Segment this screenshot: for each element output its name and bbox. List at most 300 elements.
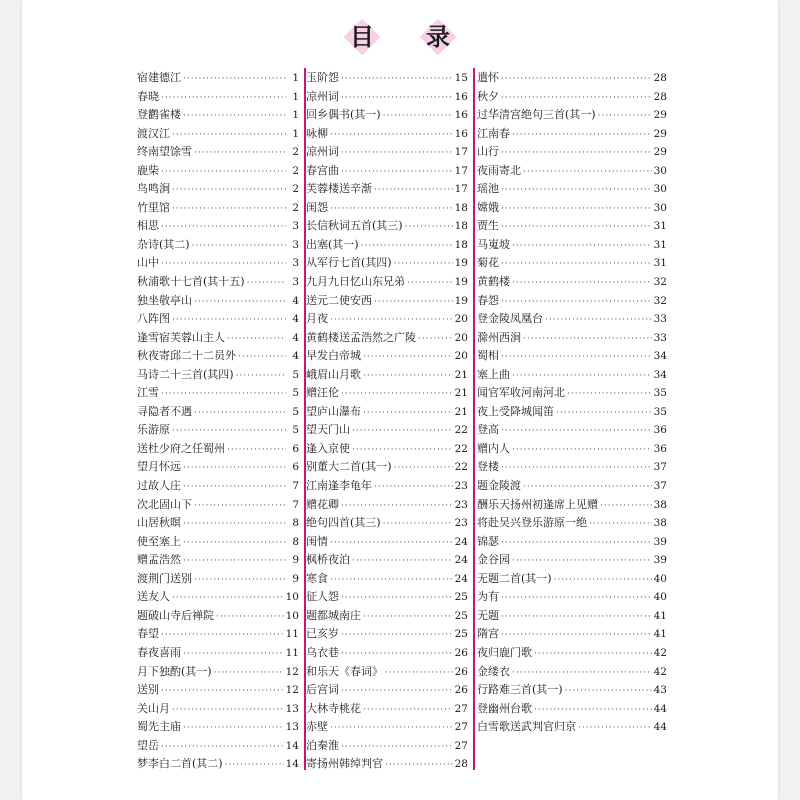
dot-leader bbox=[589, 515, 652, 534]
title-char-2: 录 bbox=[426, 23, 450, 51]
dot-leader bbox=[183, 70, 286, 89]
toc-entry[interactable] bbox=[477, 180, 667, 199]
title-char-1: 目 bbox=[350, 23, 374, 51]
dot-leader bbox=[363, 701, 453, 720]
toc-entry[interactable] bbox=[137, 310, 299, 329]
dot-leader bbox=[341, 70, 453, 89]
dot-leader bbox=[512, 552, 652, 571]
toc-entry-title: 别董大二首(其一) bbox=[306, 460, 392, 474]
toc-entry-page: 13 bbox=[285, 721, 299, 734]
toc-entry-title: 赠汪伦 bbox=[306, 386, 339, 400]
toc-entry-page: 27 bbox=[454, 702, 468, 715]
dot-leader bbox=[183, 515, 286, 534]
toc-entry[interactable] bbox=[137, 329, 299, 348]
toc-entry-title: 无题 bbox=[477, 608, 499, 622]
toc-entry-page: 23 bbox=[454, 480, 468, 493]
toc-entry-title: 金谷园 bbox=[477, 553, 510, 567]
toc-entry-title: 送别 bbox=[137, 683, 159, 697]
dot-leader bbox=[534, 645, 652, 664]
toc-entry[interactable] bbox=[306, 217, 468, 236]
title-diamond-2 bbox=[421, 20, 455, 54]
toc-entry[interactable] bbox=[306, 273, 468, 292]
toc-entry-page: 9 bbox=[292, 572, 299, 585]
toc-entry[interactable] bbox=[306, 329, 468, 348]
toc-entry[interactable] bbox=[477, 718, 667, 737]
toc-entry-title: 八阵图 bbox=[137, 312, 170, 326]
toc-entry[interactable] bbox=[477, 588, 667, 607]
toc-entry-title: 送杜少府之任蜀州 bbox=[137, 441, 225, 455]
dot-leader bbox=[523, 163, 652, 182]
toc-entry[interactable] bbox=[477, 681, 667, 700]
dot-leader bbox=[501, 348, 652, 367]
toc-entry[interactable] bbox=[137, 384, 299, 403]
toc-entry[interactable] bbox=[477, 421, 667, 440]
toc-entry[interactable] bbox=[306, 125, 468, 144]
toc-entry[interactable] bbox=[137, 254, 299, 273]
dot-leader bbox=[216, 608, 284, 627]
toc-entry[interactable] bbox=[306, 421, 468, 440]
toc-entry-title: 秋夜寄邱二十二员外 bbox=[137, 349, 236, 363]
dot-leader bbox=[194, 293, 286, 312]
toc-entry-title: 登幽州台歌 bbox=[477, 701, 532, 715]
dot-leader bbox=[418, 330, 453, 349]
dot-leader bbox=[565, 682, 652, 701]
toc-entry-page: 24 bbox=[454, 535, 468, 548]
dot-leader bbox=[341, 385, 453, 404]
toc-entry-title: 瑶池 bbox=[477, 182, 499, 196]
toc-entry[interactable] bbox=[306, 496, 468, 515]
toc-entry-title: 月夜 bbox=[306, 312, 328, 326]
toc-entry[interactable] bbox=[477, 217, 667, 236]
toc-entry-title: 逢雪宿芙蓉山主人 bbox=[137, 330, 225, 344]
toc-entry[interactable] bbox=[137, 236, 299, 255]
toc-entry-title: 闺怨 bbox=[306, 200, 328, 214]
toc-entry[interactable] bbox=[306, 607, 468, 626]
toc-entry[interactable] bbox=[306, 106, 468, 125]
toc-entry[interactable] bbox=[477, 310, 667, 329]
toc-entry-title: 遣怀 bbox=[477, 71, 499, 84]
toc-entry-page: 42 bbox=[653, 646, 667, 659]
toc-entry-title: 早发白帝城 bbox=[306, 349, 361, 363]
toc-entry[interactable] bbox=[137, 143, 299, 162]
toc-entry[interactable] bbox=[306, 533, 468, 552]
toc-entry-page: 30 bbox=[653, 183, 667, 196]
toc-entry-page: 38 bbox=[653, 517, 667, 530]
toc-entry[interactable] bbox=[306, 384, 468, 403]
toc-entry-title: 隋宫 bbox=[477, 627, 499, 641]
dot-leader bbox=[341, 163, 453, 182]
toc-entry[interactable] bbox=[477, 477, 667, 496]
dot-leader bbox=[330, 126, 453, 145]
toc-entry[interactable] bbox=[477, 162, 667, 181]
dot-leader bbox=[383, 515, 453, 534]
toc-entry-title: 关山月 bbox=[137, 701, 170, 715]
dot-leader bbox=[523, 478, 652, 497]
toc-entry[interactable] bbox=[477, 440, 667, 459]
toc-entry[interactable] bbox=[137, 737, 299, 756]
toc-entry[interactable] bbox=[137, 496, 299, 515]
toc-entry-page: 4 bbox=[292, 294, 299, 307]
toc-entry-page: 18 bbox=[454, 238, 468, 251]
toc-entry[interactable] bbox=[137, 700, 299, 719]
toc-entry[interactable] bbox=[306, 625, 468, 644]
toc-entry[interactable] bbox=[306, 440, 468, 459]
toc-entry[interactable] bbox=[137, 217, 299, 236]
dot-leader bbox=[501, 534, 652, 553]
toc-entry-title: 金缕衣 bbox=[477, 664, 510, 678]
toc-entry[interactable] bbox=[137, 366, 299, 385]
toc-entry[interactable] bbox=[306, 180, 468, 199]
toc-entry-title: 山行 bbox=[477, 145, 499, 159]
dot-leader bbox=[512, 664, 652, 683]
toc-entry[interactable] bbox=[137, 663, 299, 682]
toc-entry-title: 竹里馆 bbox=[137, 200, 170, 214]
toc-entry-title: 征人怨 bbox=[306, 590, 339, 604]
toc-entry[interactable] bbox=[137, 403, 299, 422]
toc-entry-title: 酬乐天扬州初逢席上见赠 bbox=[477, 497, 598, 511]
dot-leader bbox=[501, 255, 652, 274]
dot-leader bbox=[236, 367, 286, 386]
toc-entry-title: 相思 bbox=[137, 219, 159, 233]
toc-entry-title: 山中 bbox=[137, 256, 159, 270]
toc-entry[interactable] bbox=[306, 718, 468, 737]
toc-entry[interactable] bbox=[306, 737, 468, 756]
toc-entry[interactable] bbox=[306, 162, 468, 181]
dot-leader bbox=[341, 144, 453, 163]
toc-entry-page: 34 bbox=[653, 350, 667, 363]
toc-entry-page: 19 bbox=[454, 294, 468, 307]
toc-entry[interactable] bbox=[477, 236, 667, 255]
toc-entry-title: 登鹳雀楼 bbox=[137, 108, 181, 122]
toc-entry-title: 泊秦淮 bbox=[306, 738, 339, 752]
dot-leader bbox=[385, 756, 453, 775]
toc-entry-page: 31 bbox=[653, 238, 667, 251]
toc-entry[interactable] bbox=[137, 88, 299, 107]
toc-entry[interactable] bbox=[137, 607, 299, 626]
toc-entry[interactable] bbox=[306, 458, 468, 477]
dot-leader bbox=[578, 719, 652, 738]
toc-entry-title: 登金陵凤凰台 bbox=[477, 312, 543, 326]
toc-entry-page: 18 bbox=[454, 201, 468, 214]
toc-entry[interactable] bbox=[477, 496, 667, 515]
dot-leader bbox=[161, 163, 286, 182]
toc-entry[interactable] bbox=[137, 477, 299, 496]
dot-leader bbox=[501, 608, 652, 627]
toc-entry[interactable] bbox=[306, 700, 468, 719]
toc-entry[interactable] bbox=[306, 663, 468, 682]
toc-entry-page: 1 bbox=[292, 127, 299, 140]
toc-entry[interactable] bbox=[137, 644, 299, 663]
toc-entry-title: 和乐天《春词》 bbox=[306, 664, 383, 678]
dot-leader bbox=[501, 144, 652, 163]
toc-entry-title: 贾生 bbox=[477, 219, 499, 233]
toc-entry-title: 送友人 bbox=[137, 590, 170, 604]
toc-entry-page: 42 bbox=[653, 665, 667, 678]
dot-leader bbox=[534, 701, 652, 720]
toc-entry[interactable] bbox=[306, 69, 468, 88]
toc-entry-title: 嫦娥 bbox=[477, 200, 499, 214]
toc-entry[interactable] bbox=[477, 69, 667, 88]
toc-entry[interactable] bbox=[137, 69, 299, 88]
dot-leader bbox=[172, 200, 286, 219]
toc-entry-title: 送元二使安西 bbox=[306, 293, 372, 307]
toc-entry-title: 夜上受降城闻笛 bbox=[477, 404, 554, 418]
toc-entry-page: 1 bbox=[292, 109, 299, 122]
dot-leader bbox=[238, 348, 286, 367]
toc-entry-page: 12 bbox=[285, 684, 299, 697]
dot-leader bbox=[363, 348, 453, 367]
toc-entry[interactable] bbox=[477, 625, 667, 644]
toc-entry[interactable] bbox=[477, 292, 667, 311]
toc-entry[interactable] bbox=[137, 292, 299, 311]
toc-entry[interactable] bbox=[137, 162, 299, 181]
toc-entry-page: 11 bbox=[285, 646, 299, 659]
toc-entry-page: 4 bbox=[292, 313, 299, 326]
toc-entry[interactable] bbox=[477, 644, 667, 663]
toc-entry[interactable] bbox=[477, 143, 667, 162]
toc-entry-page: 3 bbox=[292, 220, 299, 233]
dot-leader bbox=[567, 385, 652, 404]
toc-entry[interactable] bbox=[477, 514, 667, 533]
toc-entry[interactable] bbox=[137, 588, 299, 607]
dot-leader bbox=[501, 200, 652, 219]
toc-entry-title: 马诗二十三首(其四) bbox=[137, 367, 234, 381]
toc-entry-page: 17 bbox=[454, 183, 468, 196]
toc-entry[interactable] bbox=[137, 106, 299, 125]
toc-entry-page: 2 bbox=[292, 164, 299, 177]
toc-entry-title: 寻隐者不遇 bbox=[137, 404, 192, 418]
dot-leader bbox=[330, 311, 453, 330]
toc-entry[interactable] bbox=[306, 477, 468, 496]
toc-entry-title: 次北固山下 bbox=[137, 497, 192, 511]
dot-leader bbox=[341, 89, 453, 108]
toc-entry[interactable] bbox=[137, 681, 299, 700]
toc-entry-page: 40 bbox=[653, 591, 667, 604]
toc-entry-title: 渡荆门送别 bbox=[137, 571, 192, 585]
toc-entry-title: 蜀相 bbox=[477, 349, 499, 363]
toc-entry-title: 望天门山 bbox=[306, 423, 350, 437]
dot-leader bbox=[341, 497, 453, 516]
toc-entry-page: 4 bbox=[292, 331, 299, 344]
toc-entry-title: 赤壁 bbox=[306, 720, 328, 734]
dot-leader bbox=[407, 274, 453, 293]
toc-entry[interactable] bbox=[477, 88, 667, 107]
dot-leader bbox=[512, 441, 652, 460]
toc-entry-page: 2 bbox=[292, 201, 299, 214]
toc-entry[interactable] bbox=[137, 125, 299, 144]
toc-column-1 bbox=[137, 69, 299, 774]
toc-entry-page: 2 bbox=[292, 183, 299, 196]
dot-leader bbox=[227, 330, 286, 349]
toc-entry[interactable] bbox=[477, 607, 667, 626]
toc-entry[interactable] bbox=[477, 347, 667, 366]
toc-entry[interactable] bbox=[477, 125, 667, 144]
toc-entry[interactable] bbox=[306, 681, 468, 700]
toc-entry-page: 24 bbox=[454, 554, 468, 567]
toc-entry[interactable] bbox=[306, 551, 468, 570]
toc-entry-page: 8 bbox=[292, 517, 299, 530]
dot-leader bbox=[194, 144, 286, 163]
toc-entry[interactable] bbox=[306, 570, 468, 589]
toc-entry[interactable] bbox=[477, 254, 667, 273]
toc-entry[interactable] bbox=[137, 458, 299, 477]
toc-entry-page: 36 bbox=[653, 424, 667, 437]
toc-entry[interactable] bbox=[306, 644, 468, 663]
toc-entry-page: 32 bbox=[653, 294, 667, 307]
toc-entry-page: 28 bbox=[653, 90, 667, 103]
toc-entry-page: 10 bbox=[285, 609, 299, 622]
dot-leader bbox=[385, 664, 453, 683]
toc-entry-page: 17 bbox=[454, 146, 468, 159]
dot-leader bbox=[330, 719, 453, 738]
toc-entry[interactable] bbox=[306, 755, 468, 774]
dot-leader bbox=[501, 422, 652, 441]
toc-entry-title: 枫桥夜泊 bbox=[306, 553, 350, 567]
dot-leader bbox=[161, 626, 284, 645]
toc-entry-title: 山居秋暝 bbox=[137, 516, 181, 530]
dot-leader bbox=[363, 608, 453, 627]
toc-entry-page: 3 bbox=[292, 257, 299, 270]
toc-entry-title: 望月怀远 bbox=[137, 460, 181, 474]
toc-entry-page: 20 bbox=[454, 331, 468, 344]
toc-entry-title: 回乡偶书(其一) bbox=[306, 108, 381, 122]
toc-entry[interactable] bbox=[477, 199, 667, 218]
toc-entry-page: 7 bbox=[292, 480, 299, 493]
toc-entry-title: 大林寺桃花 bbox=[306, 701, 361, 715]
toc-entry-title: 使至塞上 bbox=[137, 534, 181, 548]
dot-leader bbox=[512, 237, 652, 256]
toc-entry-title: 峨眉山月歌 bbox=[306, 367, 361, 381]
toc-entry-title: 凉州词 bbox=[306, 89, 339, 103]
dot-leader bbox=[247, 274, 286, 293]
toc-entry-title: 蜀先主庙 bbox=[137, 720, 181, 734]
toc-entry-title: 赠孟浩然 bbox=[137, 553, 181, 567]
toc-entry[interactable] bbox=[137, 755, 299, 774]
toc-entry[interactable] bbox=[306, 88, 468, 107]
toc-entry[interactable] bbox=[477, 458, 667, 477]
toc-entry-page: 21 bbox=[454, 387, 468, 400]
toc-entry-page: 31 bbox=[653, 257, 667, 270]
toc-entry[interactable] bbox=[137, 347, 299, 366]
toc-entry-title: 菊花 bbox=[477, 256, 499, 270]
toc-entry-page: 27 bbox=[454, 739, 468, 752]
toc-entry-page: 16 bbox=[454, 90, 468, 103]
toc-entry[interactable] bbox=[306, 514, 468, 533]
toc-entry[interactable] bbox=[306, 403, 468, 422]
toc-entry[interactable] bbox=[477, 403, 667, 422]
dot-leader bbox=[512, 367, 652, 386]
toc-entry[interactable] bbox=[306, 292, 468, 311]
toc-entry[interactable] bbox=[137, 199, 299, 218]
toc-entry[interactable] bbox=[137, 551, 299, 570]
dot-leader bbox=[341, 626, 453, 645]
toc-entry-title: 登高 bbox=[477, 423, 499, 437]
toc-entry[interactable] bbox=[137, 514, 299, 533]
toc-column-3 bbox=[477, 69, 667, 774]
toc-entry[interactable] bbox=[306, 236, 468, 255]
toc-entry[interactable] bbox=[137, 570, 299, 589]
toc-entry-title: 玉阶怨 bbox=[306, 71, 339, 84]
toc-entry[interactable] bbox=[137, 625, 299, 644]
toc-entry[interactable] bbox=[477, 700, 667, 719]
toc-entry[interactable] bbox=[477, 384, 667, 403]
toc-entry-page: 8 bbox=[292, 535, 299, 548]
toc-entry[interactable] bbox=[477, 551, 667, 570]
dot-leader bbox=[352, 422, 453, 441]
toc-entry-title: 题金陵渡 bbox=[477, 479, 521, 493]
column-divider-2 bbox=[473, 68, 475, 770]
toc-entry-page: 29 bbox=[653, 127, 667, 140]
toc-page bbox=[22, 0, 778, 800]
toc-entry[interactable] bbox=[137, 273, 299, 292]
toc-entry-title: 夜雨寄北 bbox=[477, 163, 521, 177]
toc-entry-title: 绝句四首(其三) bbox=[306, 516, 381, 530]
toc-entry[interactable] bbox=[477, 663, 667, 682]
toc-entry-page: 22 bbox=[454, 461, 468, 474]
toc-entry[interactable] bbox=[137, 440, 299, 459]
toc-entry[interactable] bbox=[477, 106, 667, 125]
dot-leader bbox=[405, 218, 453, 237]
toc-entry-title: 赠花卿 bbox=[306, 497, 339, 511]
toc-entry[interactable] bbox=[306, 366, 468, 385]
toc-entry[interactable] bbox=[306, 310, 468, 329]
toc-entry-page: 17 bbox=[454, 164, 468, 177]
dot-leader bbox=[598, 107, 652, 126]
dot-leader bbox=[352, 552, 453, 571]
toc-entry-title: 赠内人 bbox=[477, 441, 510, 455]
toc-entry[interactable] bbox=[306, 143, 468, 162]
toc-entry[interactable] bbox=[477, 329, 667, 348]
toc-entry-page: 12 bbox=[285, 665, 299, 678]
dot-leader bbox=[172, 422, 286, 441]
dot-leader bbox=[161, 682, 284, 701]
toc-entry[interactable] bbox=[306, 347, 468, 366]
toc-entry-page: 33 bbox=[653, 313, 667, 326]
toc-entry-page: 35 bbox=[653, 387, 667, 400]
toc-entry[interactable] bbox=[306, 588, 468, 607]
toc-entry-page: 36 bbox=[653, 442, 667, 455]
dot-leader bbox=[554, 571, 652, 590]
toc-entry[interactable] bbox=[306, 254, 468, 273]
toc-entry-title: 寒食 bbox=[306, 571, 328, 585]
toc-entry-page: 37 bbox=[653, 461, 667, 474]
toc-entry[interactable] bbox=[477, 570, 667, 589]
dot-leader bbox=[501, 459, 652, 478]
dot-leader bbox=[172, 181, 286, 200]
toc-entry-title: 春怨 bbox=[477, 293, 499, 307]
toc-entry[interactable] bbox=[137, 421, 299, 440]
toc-entry-title: 江雪 bbox=[137, 386, 159, 400]
toc-entry[interactable] bbox=[137, 180, 299, 199]
dot-leader bbox=[194, 404, 286, 423]
dot-leader bbox=[361, 237, 453, 256]
dot-leader bbox=[330, 534, 453, 553]
toc-entry[interactable] bbox=[477, 533, 667, 552]
toc-entry-title: 已亥岁 bbox=[306, 627, 339, 641]
toc-entry-page: 5 bbox=[292, 405, 299, 418]
toc-entry-title: 夜归鹿门歌 bbox=[477, 645, 532, 659]
toc-entry-title: 渡汉江 bbox=[137, 126, 170, 140]
toc-entry-title: 出塞(其一) bbox=[306, 237, 359, 251]
toc-entry[interactable] bbox=[477, 366, 667, 385]
toc-entry-title: 锦瑟 bbox=[477, 534, 499, 548]
toc-entry-title: 鸟鸣涧 bbox=[137, 182, 170, 196]
toc-entry[interactable] bbox=[306, 199, 468, 218]
toc-entry[interactable] bbox=[137, 718, 299, 737]
toc-entry[interactable] bbox=[137, 533, 299, 552]
toc-entry[interactable] bbox=[477, 273, 667, 292]
toc-entry-title: 无题二首(其一) bbox=[477, 571, 552, 585]
